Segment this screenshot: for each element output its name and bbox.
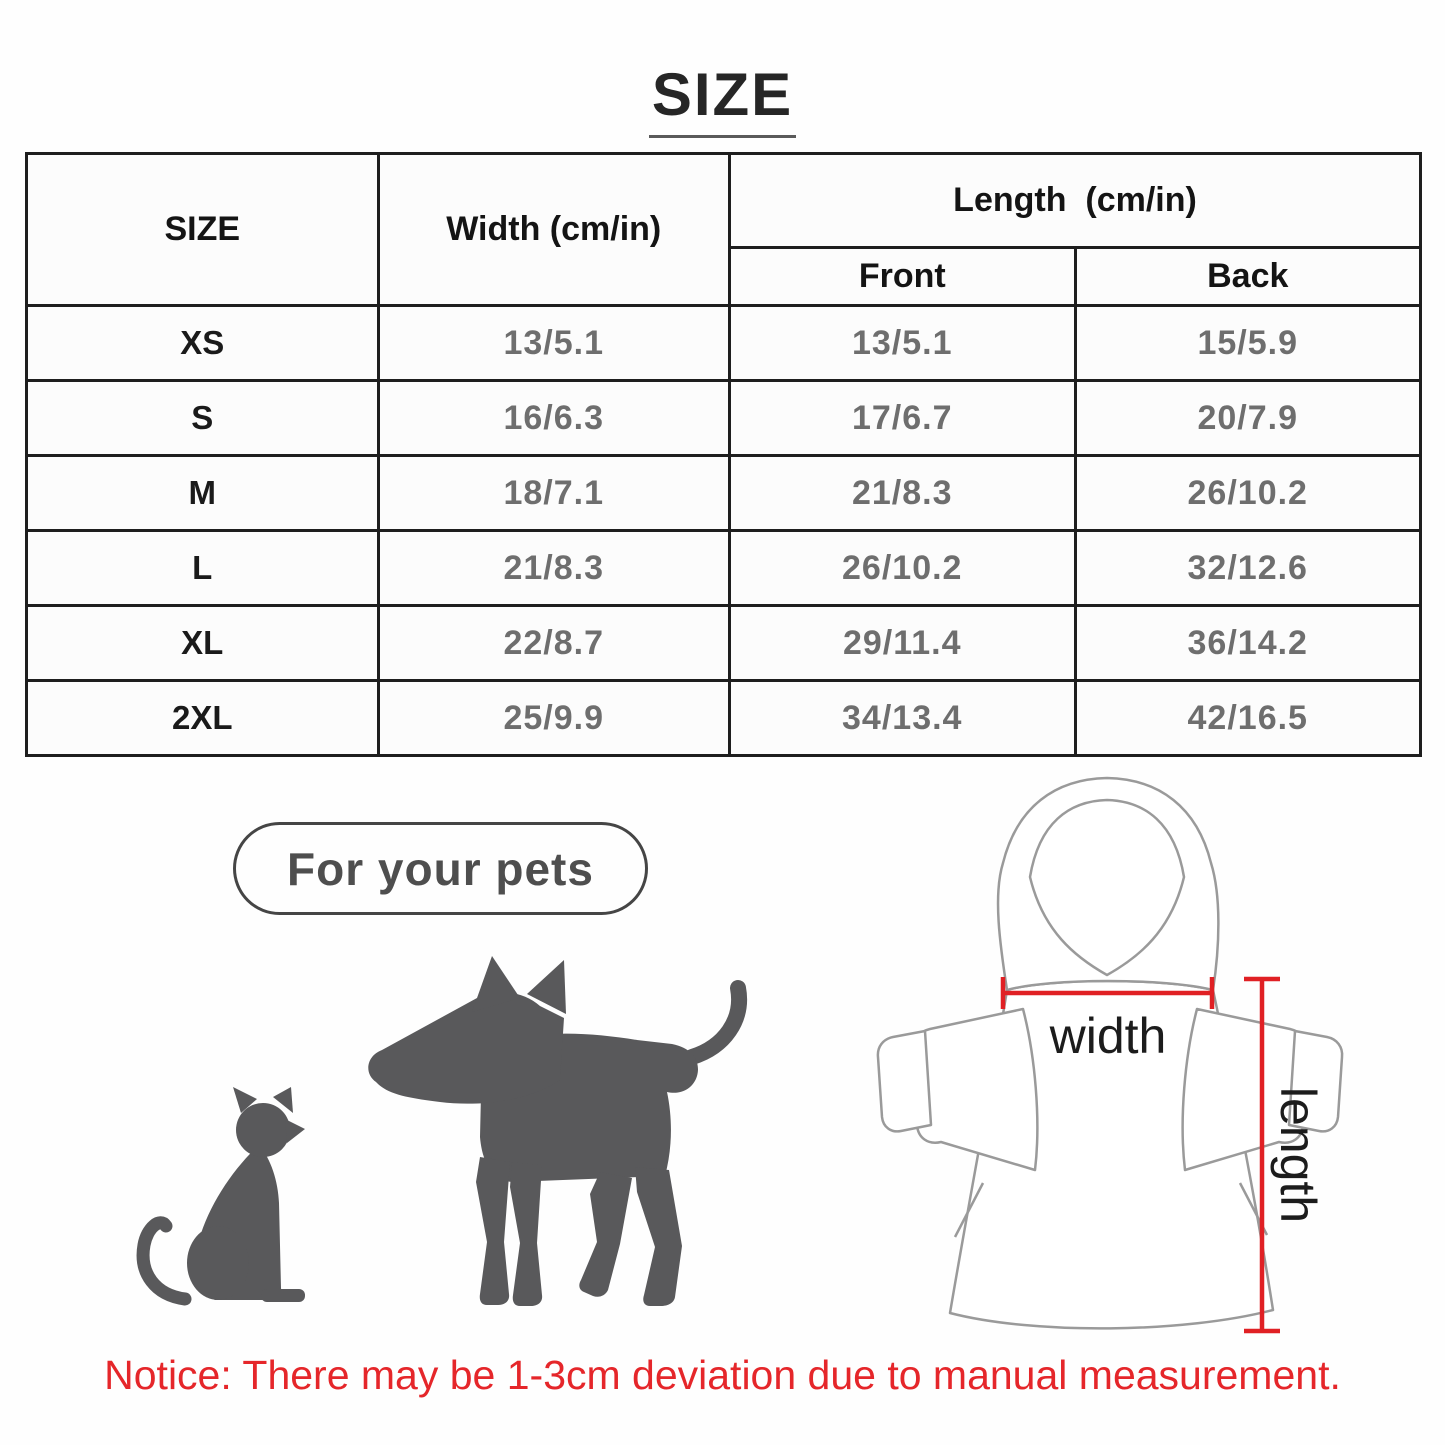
front-length-cell: 34/13.4: [730, 681, 1076, 756]
for-your-pets-label: For your pets: [287, 842, 594, 895]
table-row-2xl: [27, 681, 1421, 756]
dog-silhouette-icon: [352, 952, 782, 1312]
cat-silhouette-icon: [133, 1085, 333, 1313]
size-cell: L: [27, 531, 379, 606]
width-cell: 22/8.7: [378, 606, 730, 681]
width-cell: 16/6.3: [378, 381, 730, 456]
width-cell: 25/9.9: [378, 681, 730, 756]
cat-muzzle: [285, 1119, 305, 1143]
back-length-cell: 32/12.6: [1075, 531, 1421, 606]
col-header-back: Back: [1075, 248, 1421, 306]
measurement-notice: Notice: There may be 1-3cm deviation due to manual measurement.: [104, 1352, 1341, 1398]
size-cell: M: [27, 456, 379, 531]
size-table: [25, 152, 1422, 757]
front-length-cell: 13/5.1: [730, 306, 1076, 381]
front-length-cell: 26/10.2: [730, 531, 1076, 606]
back-length-cell: 15/5.9: [1075, 306, 1421, 381]
page-title-text: SIZE: [649, 60, 796, 138]
page-title: [0, 60, 1445, 138]
dog-rear-leg: [635, 1167, 682, 1306]
col-header-width: Width (cm/in): [378, 154, 730, 306]
dog-tail: [692, 988, 739, 1057]
cat-paw: [261, 1289, 305, 1302]
size-cell: S: [27, 381, 379, 456]
size-cell: XS: [27, 306, 379, 381]
cat-tail: [143, 1223, 185, 1299]
width-cell: 21/8.3: [378, 531, 730, 606]
table-row-m: [27, 456, 1421, 531]
dog-front-leg-back: [476, 1157, 510, 1305]
dog-rear-leg-front: [579, 1172, 632, 1297]
table-row-xs: [27, 306, 1421, 381]
cat-head: [236, 1103, 290, 1157]
length-label: length: [1270, 1086, 1326, 1224]
for-your-pets-badge: [233, 822, 648, 915]
back-length-cell: 36/14.2: [1075, 606, 1421, 681]
front-length-cell: 17/6.7: [730, 381, 1076, 456]
col-header-length: Length (cm/in): [730, 154, 1421, 248]
dog-front-leg: [510, 1162, 542, 1306]
back-length-cell: 42/16.5: [1075, 681, 1421, 756]
front-length-cell: 29/11.4: [730, 606, 1076, 681]
back-length-cell: 26/10.2: [1075, 456, 1421, 531]
col-header-front: Front: [730, 248, 1076, 306]
table-row-l: [27, 531, 1421, 606]
col-header-size: SIZE: [27, 154, 379, 306]
size-cell: 2XL: [27, 681, 379, 756]
cat-haunch: [187, 1226, 249, 1300]
hoodie-left-cuff: [878, 1031, 931, 1131]
table-row-s: [27, 381, 1421, 456]
back-length-cell: 20/7.9: [1075, 381, 1421, 456]
front-length-cell: 21/8.3: [730, 456, 1076, 531]
table-row-xl: [27, 606, 1421, 681]
hoodie-measurement-diagram: [855, 765, 1415, 1355]
width-cell: 18/7.1: [378, 456, 730, 531]
size-cell: XL: [27, 606, 379, 681]
dog-head: [368, 992, 564, 1103]
width-label: width: [1049, 1008, 1167, 1064]
width-cell: 13/5.1: [378, 306, 730, 381]
